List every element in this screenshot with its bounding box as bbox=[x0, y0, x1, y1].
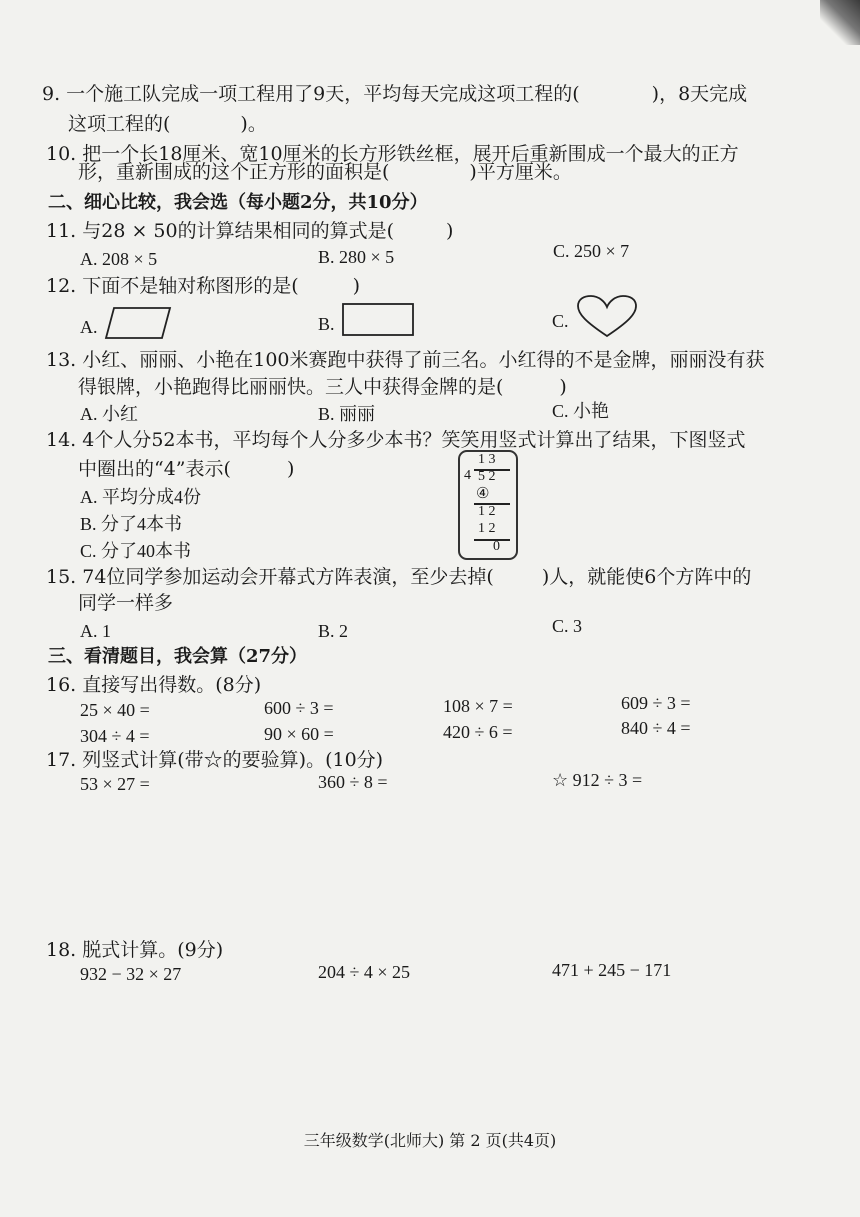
q9-text-2: 这项工程的( bbox=[68, 113, 171, 135]
q13-text-2: 得银牌，小艳跑得比丽丽快。三人中获得金牌的是( bbox=[78, 376, 504, 398]
q12-text-end: ) bbox=[352, 275, 361, 297]
q12-option-c: C. bbox=[552, 311, 569, 331]
q17-item-2: 360 ÷ 8 = bbox=[318, 772, 388, 792]
heart-icon bbox=[576, 294, 638, 340]
q9-line1 bbox=[42, 82, 747, 106]
scan-corner-shadow bbox=[820, 0, 860, 45]
page-footer: 三年级数学(北师大) 第 2 页(共4页) bbox=[303, 1131, 557, 1150]
q13-option-b: B. 丽丽 bbox=[318, 404, 376, 424]
division-dividend: 5 2 bbox=[478, 469, 496, 484]
q16-item-4: 609 ÷ 3 = bbox=[621, 693, 691, 713]
q15-option-a: A. 1 bbox=[80, 621, 111, 641]
section-3-heading: 三、看清题目，我会算（27分） bbox=[48, 646, 308, 667]
q12-stem bbox=[46, 274, 360, 298]
q17-item-1: 53 × 27 = bbox=[80, 774, 150, 794]
q16-item-2: 600 ÷ 3 = bbox=[264, 698, 334, 718]
q15-option-b: B. 2 bbox=[318, 621, 349, 641]
q16-item-7: 420 ÷ 6 = bbox=[443, 722, 513, 742]
q13-option-c: C. 小艳 bbox=[552, 401, 610, 421]
division-circled-four: ④ bbox=[476, 486, 490, 502]
division-quotient: 1 3 bbox=[478, 452, 496, 467]
parallelogram-icon bbox=[104, 306, 174, 340]
q13-text-2-end: ) bbox=[559, 376, 567, 398]
q17-item-3: ☆ 912 ÷ 3 = bbox=[552, 770, 643, 790]
q10-line2 bbox=[78, 160, 572, 184]
division-step-3: 1 2 bbox=[478, 521, 496, 536]
q16-item-1: 25 × 40 = bbox=[80, 700, 150, 720]
q10-line1: 10. 把一个长18厘米、宽10厘米的长方形铁丝框，展开后重新围成一个最大的正方 bbox=[46, 143, 739, 165]
q12-text: 12. 下面不是轴对称图形的是( bbox=[46, 275, 299, 297]
q11-stem bbox=[46, 219, 453, 243]
q18-item-3: 471 + 245 − 171 bbox=[552, 960, 672, 980]
q16-item-5: 304 ÷ 4 = bbox=[80, 726, 150, 746]
q14-line1: 14. 4个人分52本书，平均每个人分多少本书？笑笑用竖式计算出了结果，下图竖式 bbox=[46, 429, 746, 451]
q16-item-8: 840 ÷ 4 = bbox=[621, 718, 691, 738]
q18-stem: 18. 脱式计算。(9分) bbox=[46, 939, 224, 961]
q13-line1: 13. 小红、丽丽、小艳在100米赛跑中获得了前三名。小红得的不是金牌，丽丽没有获 bbox=[46, 349, 765, 371]
q11-option-c: C. 250 × 7 bbox=[553, 241, 630, 261]
q14-text-2: 中圈出的“4”表示( bbox=[78, 458, 231, 480]
q11-option-a: A. 208 × 5 bbox=[80, 249, 158, 269]
q17-stem: 17. 列竖式计算(带☆的要验算)。(10分) bbox=[46, 749, 384, 771]
q12-option-b: B. bbox=[318, 314, 335, 334]
q13-option-a: A. 小红 bbox=[80, 404, 138, 424]
q9-line2 bbox=[68, 112, 267, 136]
q14-text-2-end: ) bbox=[286, 458, 295, 480]
q15-text-1-end: )人，就能使6个方阵中的 bbox=[541, 566, 752, 588]
q12-option-a: A. bbox=[80, 317, 98, 337]
division-divisor: 4 bbox=[464, 468, 471, 483]
q16-item-3: 108 × 7 = bbox=[443, 696, 513, 716]
q11-option-b: B. 280 × 5 bbox=[318, 247, 395, 267]
section-2-heading: 二、细心比较，我会选（每小题2分，共10分） bbox=[48, 192, 428, 213]
q15-line1 bbox=[46, 565, 751, 589]
q9-text-1-end: )，8天完成 bbox=[651, 83, 748, 105]
q15-option-c: C. 3 bbox=[552, 616, 583, 636]
q15-text-1: 15. 74位同学参加运动会开幕式方阵表演，至少去掉( bbox=[46, 566, 494, 588]
q14-option-b: B. 分了4本书 bbox=[80, 514, 183, 534]
rectangle-icon bbox=[342, 302, 416, 338]
division-remainder: 0 bbox=[493, 539, 500, 554]
q16-stem: 16. 直接写出得数。(8分) bbox=[46, 674, 262, 696]
q14-option-c: C. 分了40本书 bbox=[80, 541, 192, 561]
q18-item-2: 204 ÷ 4 × 25 bbox=[318, 962, 411, 982]
q9-text-2-end: )。 bbox=[240, 113, 267, 135]
q15-line2: 同学一样多 bbox=[78, 592, 174, 614]
q13-line2 bbox=[78, 375, 567, 399]
q10-text-2: 形，重新围成的这个正方形的面积是( bbox=[78, 161, 390, 183]
division-line-2 bbox=[474, 539, 510, 541]
q14-line2 bbox=[78, 457, 294, 481]
q11-text-end: ) bbox=[446, 220, 454, 242]
q16-item-6: 90 × 60 = bbox=[264, 724, 334, 744]
q10-text-2-end: )平方厘米。 bbox=[469, 161, 572, 183]
q11-text: 11. 与28 × 50的计算结果相同的算式是( bbox=[46, 220, 395, 242]
q14-option-a: A. 平均分成4份 bbox=[80, 487, 201, 507]
division-step-2: 1 2 bbox=[478, 504, 496, 519]
q18-item-1: 932 − 32 × 27 bbox=[80, 964, 182, 984]
long-division-box bbox=[458, 450, 518, 560]
q9-text-1: 9. 一个施工队完成一项工程用了9天，平均每天完成这项工程的( bbox=[42, 83, 580, 105]
